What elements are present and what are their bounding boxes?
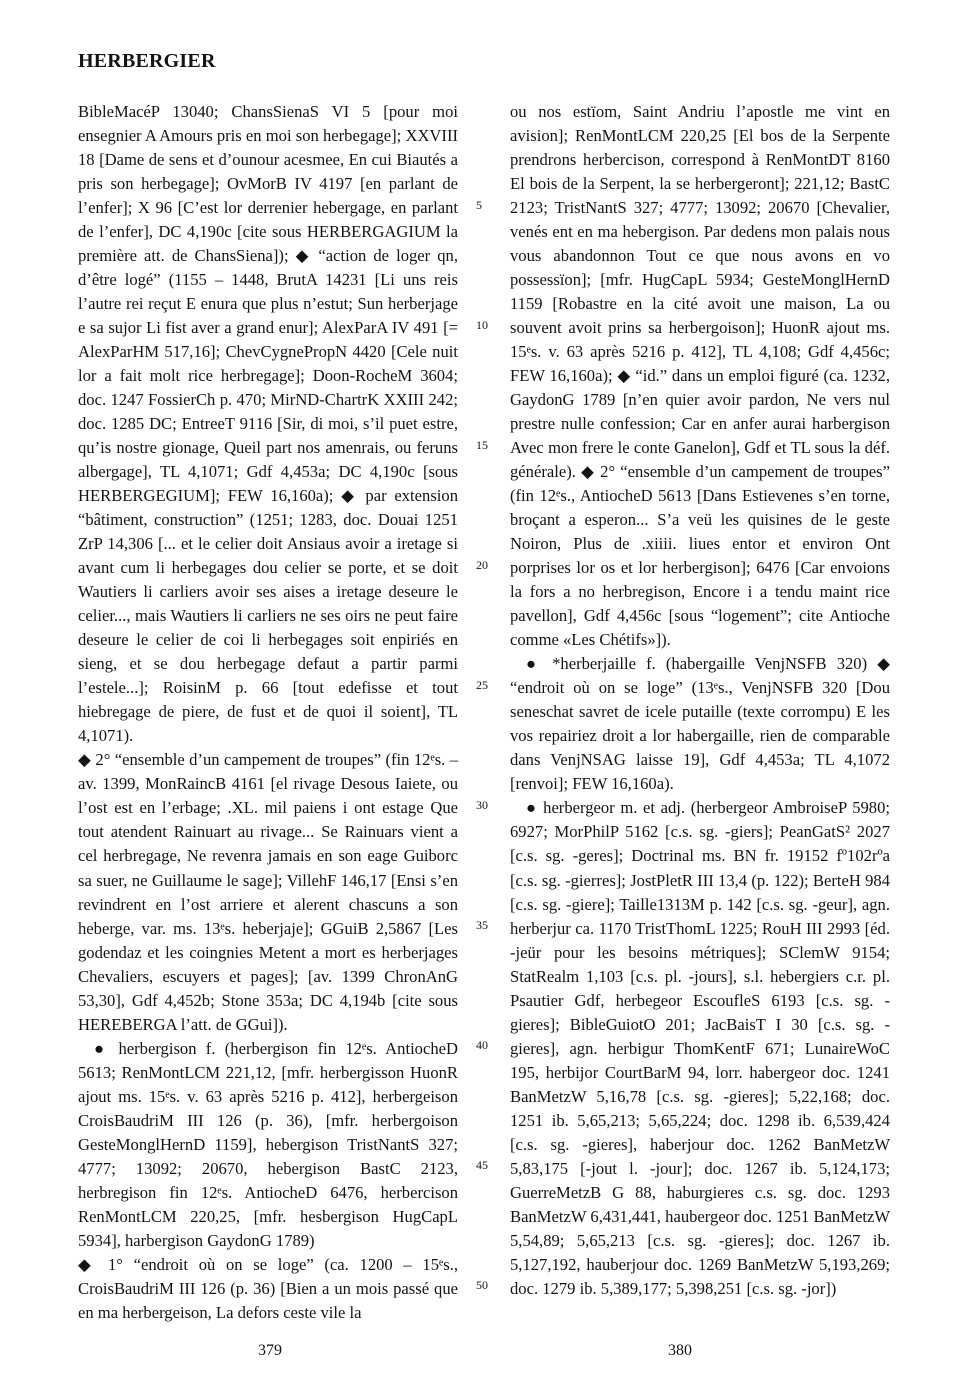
line-number-45: 45 [476,1158,488,1172]
line-number-40: 40 [476,1038,488,1052]
page-number-left: 379 [258,1342,282,1359]
entry-herberjaille: ● *herberjaille f. (habergaille VenjNSFB 320) ◆ “endroit où on se loge” (13ᵉs., VenjNSFB 320 [Dou seneschat savret de icele putaille (texte corrompu) E les vos repairiez droit a lor habergaille, rien de comparable dans VenjNSAG laisse 19], Gdf 4,453a; TL 4,1072 [renvoi]; FEW 16,160a). [510,654,890,794]
entry-herbergeor: ● herbergeor m. et adj. (herbergeor AmbroiseP 5980; 6927; MorPhilP 5162 [c.s. sg. -giers]; PeanGatS² 2027 [c.s. sg. -geres]; Doctrinal ms. BN fr. 19152 fº102rºa [c.s. sg. -gierres]; JostPletR III 13,4 (p. 122); BerteH 984 [c.s. sg. -giere]; Taille1313M p. 142 [c.s. sg. -geur], agn. herberjur ca. 1170 TristThomL 1225; RouH III 2993 [éd. -jeür pour les besoins métriques]; SClemW 9154; StatRealm 1,103 [c.s. pl. -jours], s.l. hebergiers c.r. pl. Psautier Gdf, herbegeor EscoufleS 6193 [c.s. sg. -gieres]; BibleGuiotO 201; JacBaisT I 30 [c.s. sg. -gieres], agn. herbigur ThomKentF 671; LunaireWoC 195, herbijor CourtBarM 94, lorr. habergeor doc. 1241 BanMetzW 5,16,78 [c.s. sg. -gieres]; 5,22,168; doc. 1251 ib. 5,65,213; 5,65,224; doc. 1298 ib. 6,539,424 [c.s. sg. -gieres], haberjour doc. 1262 BanMetzW 5,83,175 [-jout l. -jour]; doc. 1267 ib. 5,124,173; GuerreMetzB G 88, haburgieres c.s. sg. doc. 1293 BanMetzW 6,431,441, haubergeor doc. 1251 BanMetzW 5,54,89; 5,65,213 [c.s. sg. -gieres]; doc. 1267 ib. 5,127,192, hauberjour doc. 1269 BanMetzW 5,193,269; doc. 1279 ib. 5,389,177; 5,398,251 [c.s. sg. -jor]) [510,798,890,1298]
left-para-1: BibleMacéP 13040; ChansSienaS VI 5 [pour moi ensegnier A Amours pris en moi son herbegage]; XXVIII 18 [Dame de sens et d’ounour acesmee, En cui Biautés a pris son herbegage]; OvMorB IV 4197 [en parlant de l’enfer]; X 96 [C’est lor derrenier hebergage, en parlant de l’enfer], DC 4,190c [cite sous HERBERGAGIUM la première att. de ChansSiena]); ◆ “action de loger qn, d’être logé” (1155 – 1448, BrutA 14231 [Li uns reis l’autre rei reçut E enura que plus n’estut; Sun herberjage e sa sujor Li fist aver a grand enur]; AlexParA IV 491 [= AlexParHM 517,16]; ChevCygnePropN 4420 [Cele nuit lor a fait molt rice herbregage]; Doon-RocheM 3604; doc. 1247 FossierCh p. 470; MirND-ChartrK XXIII 242; doc. 1285 DC; EntreeT 9116 [Sir, di moi, s’il puet estre, qu’is nostre gionage, Queil part nos amenrais, ou feruns albergage], TL 4,1071; Gdf 4,453a; DC 4,190c [sous HERBERGEGIUM]; FEW 16,160a); ◆ par extension “bâtiment, construction” (1251; 1283, doc. Douai 1251 ZrP 14,306 [... et le celier doit Ansiaus avoir a iretage si avant cum li herbegages dou celier se porte, et se doit Wautiers li carliers avoir ses aises a iretage deseure le celier..., mais Wautiers li carliers ne ses oirs ne peut faire deseure le celier de coi li herbegages soit enpiriés en sieng, et se dou herbegage defaut a partir parmi l’estele...]; RoisinM p. 66 [tout edefisse et tout hiebregage de piere, de fust et de quoi il soient], TL 4,1071). [78,102,458,746]
page-number-right: 380 [668,1342,692,1359]
line-number-35: 35 [476,918,488,932]
left-para-4: ◆ 1° “endroit où on se loge” (ca. 1200 – 15ᵉs., CroisBaudriM III 126 (p. 36) [Bien a un mois passé que en ma herbergeison, La defors ceste vile la [78,1254,458,1322]
left-column [78,100,458,1325]
line-number-30: 30 [476,798,488,812]
running-head: HERBERGIER [78,50,216,72]
line-number-5: 5 [476,198,482,212]
line-number-50: 50 [476,1278,488,1292]
line-number-20: 20 [476,558,488,572]
line-number-10: 10 [476,318,488,332]
right-column [510,100,890,1301]
entry-herbergison: ● herbergison f. (herbergison fin 12ᵉs. AntiocheD 5613; RenMontLCM 221,12, [mfr. herbergisson HuonR ajout ms. 15ᵉs. v. 63 après 5216 p. 412], herbergeison CroisBaudriM III 126 (p. 36), [mfr. herbergoison GesteMonglHernD 1159], hebergison TristNantS 327; 4777; 13092; 20670, hebergison BastC 2123, herbregison fin 12ᵉs. AntiocheD 6476, herbercison RenMontLCM 220,25, [mfr. hesbergison HugCapL 5934], harbergison GaydonG 1789) [78,1038,458,1250]
line-number-15: 15 [476,438,488,452]
line-numbers [476,100,496,1340]
right-para-1: ou nos estïom, Saint Andriu l’apostle me vint en avision]; RenMontLCM 220,25 [El bos de la Serpente prendrons herbercison, correspond à RenMontDT 8160 El bois de la Serpent, la se herbergeront]; 221,12; BastC 2123; TristNantS 327; 4777; 13092; 20670 [Chevalier, venés ent en ma hebergison. Par dedens mon palais nous vous abandonnon Tout ce que nous avons en vo possessïon]; [mfr. HugCapL 5934; GesteMonglHernD 1159 [Robastre en la cité avoit une maison, La ou souvent avoit prins sa herbergoison]; HuonR ajout ms. 15ᵉs. v. 63 après 5216 p. 412], TL 4,108; Gdf 4,456c; FEW 16,160a); ◆ “id.” dans un emploi figuré (ca. 1232, GaydonG 1789 [n’en quier avoir pardon, Ne vers nul prestre nulle confession; Car en anfer aurai harbergison Avec mon frere le conte Ganelon], Gdf et TL sous la déf. générale). ◆ 2° “ensemble d’un campement de troupes” (fin 12ᵉs., AntiocheD 5613 [Dans Estievenes s’en torne, broçant a esperon... S’a veü les quisines de le geste Noiron, Plus de .xiiii. liues entor et environ Ont porprises lor os et lor herbergison]; 6476 [Car envoions la fors a no herbregison, Encore i a tendu maint rice pavellon], Gdf 4,456c [sous “logement”; cite Antioche comme «Les Chétifs»]). [510,102,890,650]
line-number-25: 25 [476,678,488,692]
left-para-2: ◆ 2° “ensemble d’un campement de troupes” (fin 12ᵉs. – av. 1399, MonRaincB 4161 [el rivage Desous Iaiete, ou l’ost est en l’erbage; .XL. mil paiens i ont estage Que tout atendent Rainuart au rivage... Se Rainuars vient a cel herbregage, Ne revenra jamais en son eage Guiborc sa suer, ne Guillaume le sage]; VillehF 146,17 [Ensi s’en revindrent en l’ost arriere et alerent chascuns a son heberge, var. ms. 13ᵉs. heberjaje]; GGuiB 2,5867 [Les godendaz et les coingnies Metent a mort es herberjages Chevaliers, escuyers et pages]; [av. 1399 ChronAnG 53,30], Gdf 4,452b; Stone 353a; DC 4,194b [cite sous HEREBERGA l’att. de GGui]). [78,750,458,1034]
